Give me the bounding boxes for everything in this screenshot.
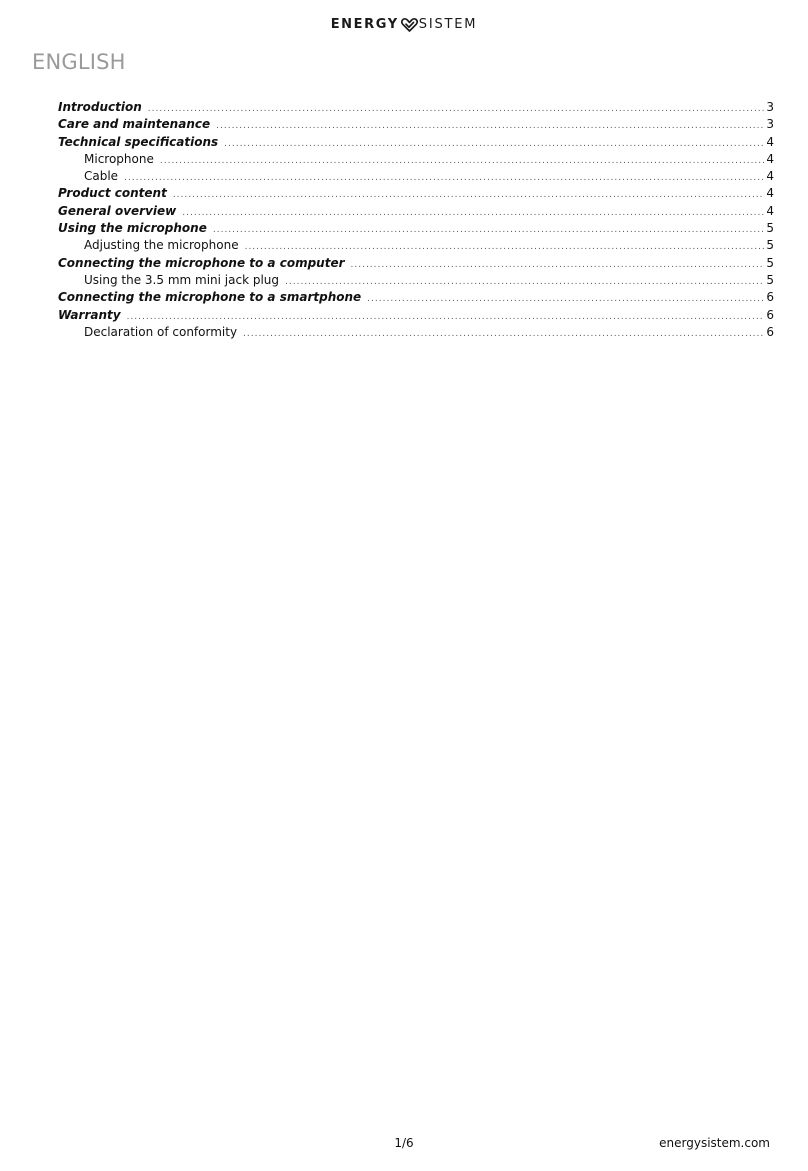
toc-entry-title: Microphone — [84, 151, 154, 166]
brand-logo — [0, 16, 808, 34]
toc-entry-title: Introduction — [58, 100, 142, 114]
toc-entry-title: Connecting the microphone to a computer — [58, 255, 345, 270]
language-heading: ENGLISH — [32, 50, 126, 74]
toc-entry-page: 6 — [766, 324, 774, 339]
toc-entry-title: Using the 3.5 mm mini jack plug — [84, 272, 280, 287]
toc-entry-title: Declaration of conformity — [84, 324, 238, 339]
toc-entry-page: 6 — [766, 290, 774, 305]
toc-dot-leader — [351, 257, 765, 272]
toc-subentry[interactable] — [58, 272, 774, 289]
toc-entry-page: 4 — [766, 134, 774, 149]
table-of-contents — [58, 99, 774, 341]
toc-entry-title: Adjusting the microphone — [84, 238, 239, 253]
toc-entry[interactable] — [58, 203, 774, 220]
toc-entry-page: 3 — [766, 100, 774, 114]
toc-entry-page: 5 — [766, 238, 774, 253]
toc-entry-page: 5 — [766, 272, 774, 287]
toc-dot-leader — [367, 291, 764, 306]
toc-entry-page: 5 — [766, 221, 774, 236]
toc-dot-leader — [224, 136, 764, 151]
toc-subentry[interactable] — [58, 151, 774, 168]
toc-subentry[interactable] — [58, 168, 774, 185]
toc-entry-page: 6 — [766, 307, 774, 322]
toc-entry[interactable] — [58, 99, 774, 116]
toc-dot-leader — [148, 101, 765, 116]
toc-entry[interactable] — [58, 289, 774, 306]
toc-dot-leader — [243, 326, 764, 341]
toc-dot-leader — [173, 187, 765, 202]
toc-entry-title: Using the microphone — [58, 221, 207, 236]
brand-name-energy: ENERGY — [330, 17, 399, 32]
toc-entry-page: 5 — [766, 255, 774, 270]
toc-entry-title: Cable — [84, 169, 119, 184]
toc-entry[interactable] — [58, 116, 774, 133]
toc-dot-leader — [213, 222, 765, 237]
toc-dot-leader — [182, 205, 764, 220]
toc-entry[interactable] — [58, 185, 774, 202]
toc-entry-title: Technical specifications — [58, 134, 219, 149]
toc-entry-title: Product content — [58, 186, 167, 201]
toc-entry-title: Care and maintenance — [58, 117, 211, 132]
heart-check-icon — [401, 18, 418, 32]
toc-entry[interactable] — [58, 255, 774, 272]
toc-dot-leader — [160, 153, 765, 168]
toc-entry-page: 4 — [766, 186, 774, 201]
toc-entry[interactable] — [58, 307, 774, 324]
toc-entry-page: 3 — [766, 117, 774, 132]
toc-entry-page: 4 — [766, 151, 774, 166]
toc-dot-leader — [285, 274, 764, 289]
brand-name-sistem: SISTEM — [418, 17, 478, 32]
toc-entry-title: Connecting the microphone to a smartphone — [58, 290, 362, 305]
toc-entry[interactable] — [58, 134, 774, 151]
toc-dot-leader — [124, 170, 764, 185]
toc-entry[interactable] — [58, 220, 774, 237]
toc-entry-page: 4 — [766, 203, 774, 218]
website-link[interactable]: energysistem.com — [659, 1136, 770, 1150]
toc-subentry[interactable] — [58, 324, 774, 341]
toc-dot-leader — [127, 309, 765, 324]
page-number: 1/6 — [394, 1136, 414, 1150]
toc-dot-leader — [245, 239, 765, 254]
toc-dot-leader — [216, 118, 764, 133]
toc-subentry[interactable] — [58, 237, 774, 254]
toc-entry-title: Warranty — [58, 307, 121, 322]
toc-entry-page: 4 — [766, 169, 774, 184]
toc-entry-title: General overview — [58, 203, 177, 218]
